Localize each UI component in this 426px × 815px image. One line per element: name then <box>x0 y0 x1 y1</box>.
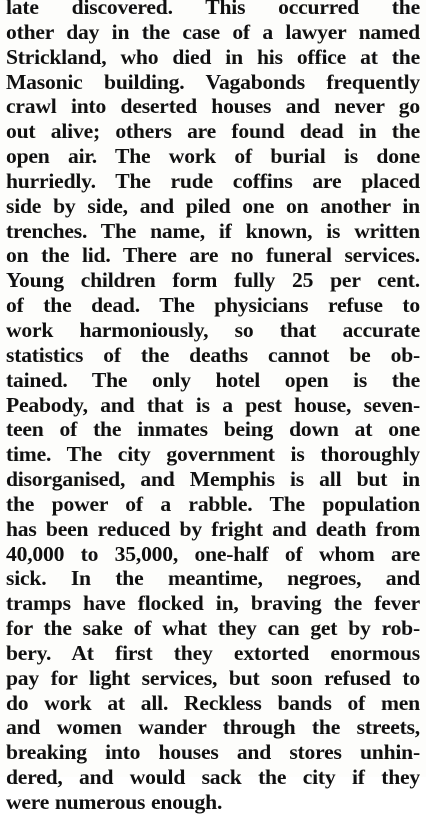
text-line-22: has been reduced by fright and death from <box>6 516 420 541</box>
text-line-28: pay for light services, but soon refused to <box>6 665 420 690</box>
text-line-5: crawl into deserted houses and never go <box>6 94 420 119</box>
text-line-25: tramps have flocked in, braving the fever <box>6 591 420 616</box>
text-line-12: Young children form fully 25 per cent. <box>6 268 420 293</box>
text-line-21: the power of a rabble. The population <box>6 491 420 516</box>
text-line-27: bery. At first they extorted enormous <box>6 640 420 665</box>
text-line-32: dered, and would sack the city if they <box>6 765 420 790</box>
text-line-19: time. The city government is thoroughly <box>6 442 420 467</box>
text-line-29: do work at all. Reckless bands of men <box>6 690 420 715</box>
text-line-16: tained. The only hotel open is the <box>6 367 420 392</box>
text-line-33: were numerous enough. <box>6 790 223 814</box>
text-line-26: for the sake of what they can get by rob- <box>6 616 420 641</box>
text-line-10: trenches. The name, if known, is written <box>6 218 420 243</box>
text-line-9: side by side, and piled one on another in <box>6 193 420 218</box>
text-line-4: Masonic building. Vagabonds frequently <box>6 69 420 94</box>
text-line-24: sick. In the meantime, negroes, and <box>6 566 420 591</box>
text-line-13: of the dead. The physicians refuse to <box>6 293 420 318</box>
text-line-30: and women wander through the streets, <box>6 715 420 740</box>
text-line-7: open air. The work of burial is done <box>6 144 420 169</box>
text-line-1: late discovered. This occurred the <box>6 0 420 19</box>
text-line-20: disorganised, and Memphis is all but in <box>6 467 420 492</box>
text-line-2: other day in the case of a lawyer named <box>6 19 420 44</box>
text-line-23: 40,000 to 35,000, one-half of whom are <box>6 541 420 566</box>
text-line-18: teen of the inmates being down at one <box>6 417 420 442</box>
article-column <box>6 0 420 815</box>
text-line-8: hurriedly. The rude coffins are placed <box>6 168 420 193</box>
text-line-15: statistics of the deaths cannot be ob- <box>6 342 420 367</box>
text-line-11: on the lid. There are no funeral services. <box>6 243 420 268</box>
text-line-31: breaking into houses and stores unhin- <box>6 740 420 765</box>
text-line-14: work harmoniously, so that accurate <box>6 317 420 342</box>
text-line-6: out alive; others are found dead in the <box>6 119 420 144</box>
text-line-17: Peabody, and that is a pest house, seven- <box>6 392 420 417</box>
text-line-3: Strickland, who died in his office at the <box>6 44 420 69</box>
